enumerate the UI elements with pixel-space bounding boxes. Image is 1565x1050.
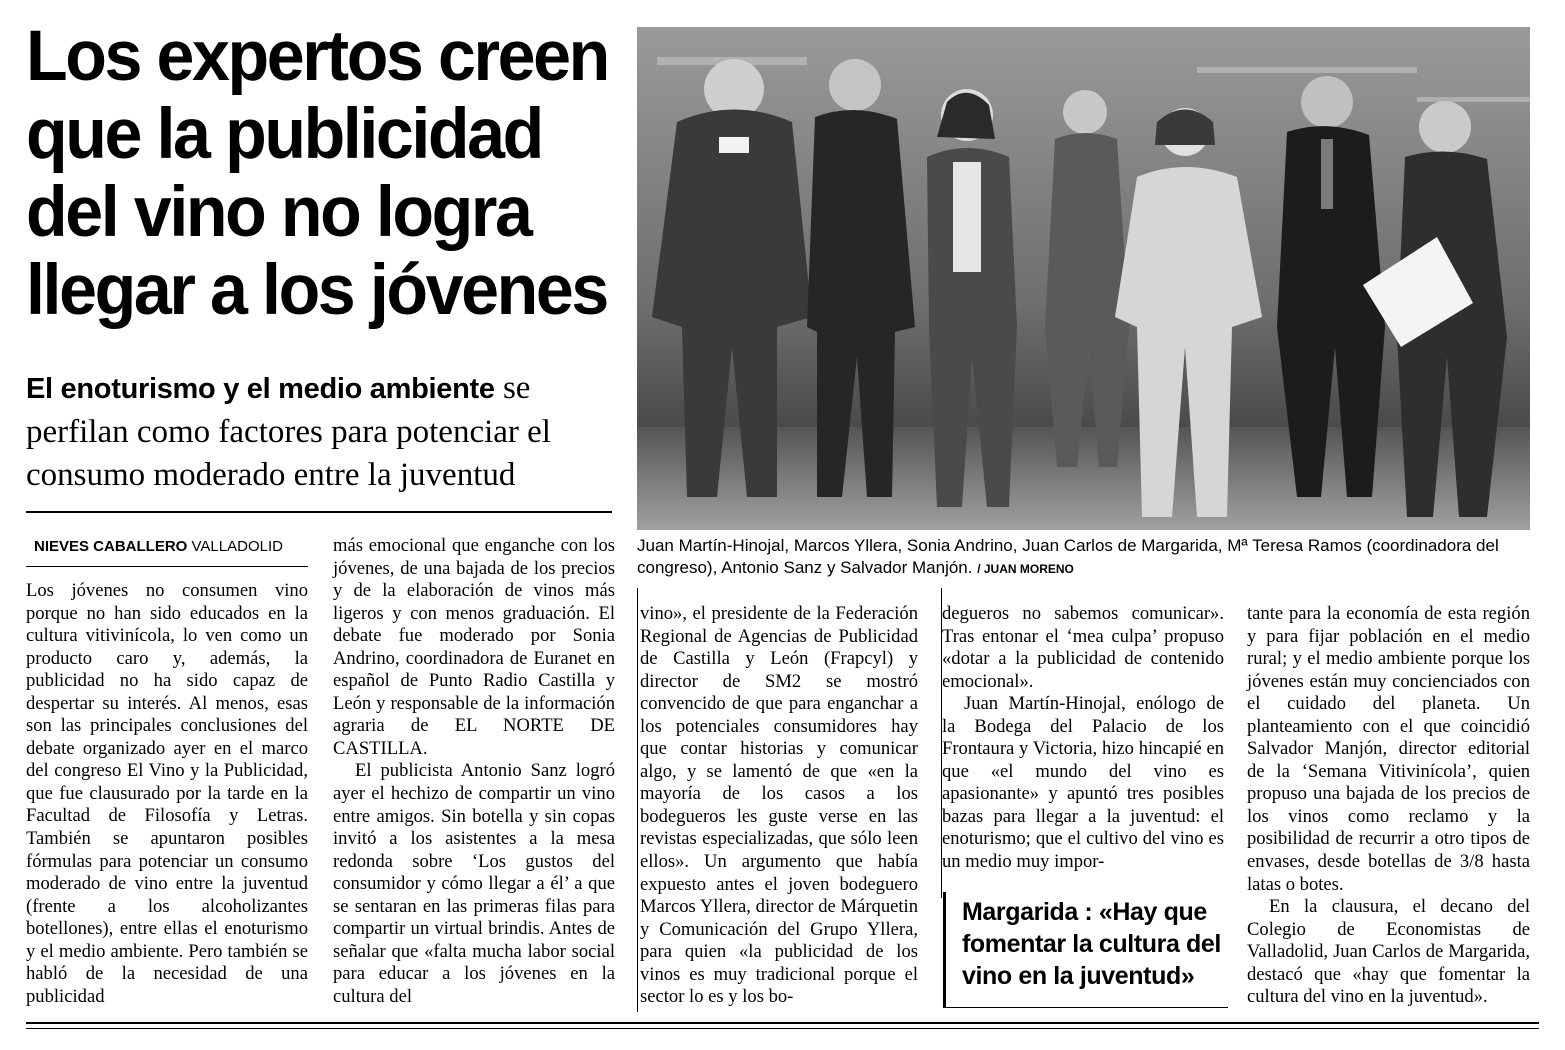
bottom-rule-thin [26, 1028, 1539, 1029]
article-paragraph: vino», el presidente de la Federación Regional de Agencias de Publicidad de Castilla y León (Frapcyl) y director de SM2 se mostró convencido de que para enganchar a los potenciales consumidores hay que contar historias y comunicar algo, y se lamentó de que «en la mayoría de los casos a los bodegueros les guste verse en las revistas especializadas, que sólo leen ellos». Un argumento que había expuesto antes el joven bodeguero Marcos Yllera, director de Márquetin y Comunicación del Grupo Yllera, para quien «la publicidad de los vinos es muy tradicional porque el sector lo es y los bo- [640, 603, 918, 1008]
article-column-5 [1247, 603, 1530, 1009]
article-paragraph: El publicista Antonio Sanz logró ayer el hechizo de compartir un vino entre amigos. Sin botella y sin copas invitó a los asistentes a la mesa redonda sobre ‘Los gustos del consumidor y cómo llegar a él’ a que se sentaran en las primeras filas para compartir un virtual brindis. Antes de señalar que «falta mucha labor social para educar a los jóvenes en la cultura del [333, 760, 615, 1007]
photo-credit: / JUAN MORENO [977, 562, 1074, 576]
headline-line: llegar a los jóvenes [26, 251, 607, 330]
photo-caption-text: Juan Martín-Hinojal, Marcos Yllera, Sonia Andrino, Juan Carlos de Margarida, Mª Teresa Ramos (coordinadora del congreso), Antonio Sanz y Salvador Manjón. [637, 536, 1499, 577]
byline-rule [26, 566, 308, 567]
article-column-3 [640, 603, 918, 1009]
article-paragraph: En la clausura, el decano del Colegio de Economistas de Valladolid, Juan Carlos de Margarida, destacó que «hay que fomentar la cultura del vino en la juventud». [1247, 896, 1530, 1008]
article-column-2 [333, 535, 615, 1008]
article-paragraph: Los jóvenes no consumen vino porque no han sido educados en la cultura vitivinícola, lo ven como un producto caro y, además, la publicidad no ha sido capaz de despertar su interés. Al menos, esas son las principales conclusiones del debate organizado ayer en el marco del congreso El Vino y la Publicidad, que fue clausurado por la tarde en la Facultad de Filosofía y Letras. También se apuntaron posibles fórmulas para potenciar un consumo moderado de vino entre la juventud (frente a los alcoholizantes botellones), entre ellas el enoturismo y el medio ambiente. Pero también se habló de la necesidad de una publicidad [26, 580, 308, 1007]
article-paragraph: tante para la economía de esta región y para fijar población en el medio rural; y el medio ambiente porque los jóvenes están muy concienciados con el cuidado del planeta. Un planteamiento con el que coincidió Salvador Manjón, director editorial de la ‘Semana Vitivinícola’, quien propuso una bajada de los precios de los vinos como reclamo y la posibilidad de recurrir a otro tipos de envases, desde botellas de 3/8 hasta latas o botes. [1247, 603, 1530, 895]
byline-author: NIEVES CABALLERO [34, 538, 188, 555]
headline [26, 17, 608, 330]
article-column-1 [26, 580, 308, 1008]
article-paragraph: Juan Martín-Hinojal, enólogo de la Bodega del Palacio de los Frontaura y Victoria, hizo hincapié en que «el mundo del vino es apasionante» y apuntó tres posibles bazas para llegar a la juventud: el enoturismo; que el cultivo del vino es un medio muy impor- [942, 693, 1224, 873]
article-column-4 [942, 603, 1224, 874]
bottom-rule [26, 1022, 1539, 1024]
article-paragraph: degueros no sabemos comunicar». Tras entonar el ‘mea culpa’ propuso «dotar a la publicidad de contenido emocional». [942, 603, 1224, 692]
headline-line: del vino no logra [26, 173, 531, 252]
byline-place: VALLADOLID [191, 538, 283, 555]
subheadline-rest: se perfilan como factores para potenciar el consumo moderado entre la juventud [26, 370, 551, 493]
article-paragraph: más emocional que enganche con los jóvenes, de una bajada de los precios y de la elaboración de vinos más ligeros y con menos graduación. El debate fue moderado por Sonia Andrino, coordinadora de Euranet en español de Punto Radio Castilla y León y responsable de la información agraria de EL NORTE DE CASTILLA. [333, 535, 615, 759]
subheadline-bold: El enoturismo y el medio ambiente [26, 373, 495, 405]
subheadline [26, 367, 616, 497]
pull-quote: Margarida : «Hay que fomentar la cultura del vino en la juventud» [943, 892, 1228, 1008]
byline [34, 538, 283, 555]
column-rule [637, 588, 638, 1012]
subheadline-rule [26, 511, 612, 513]
group-photo [637, 27, 1530, 530]
photo-caption [637, 535, 1537, 580]
headline-line: Los expertos creen [26, 17, 608, 96]
headline-line: que la publicidad [26, 95, 542, 174]
group-photo-image [637, 27, 1530, 530]
